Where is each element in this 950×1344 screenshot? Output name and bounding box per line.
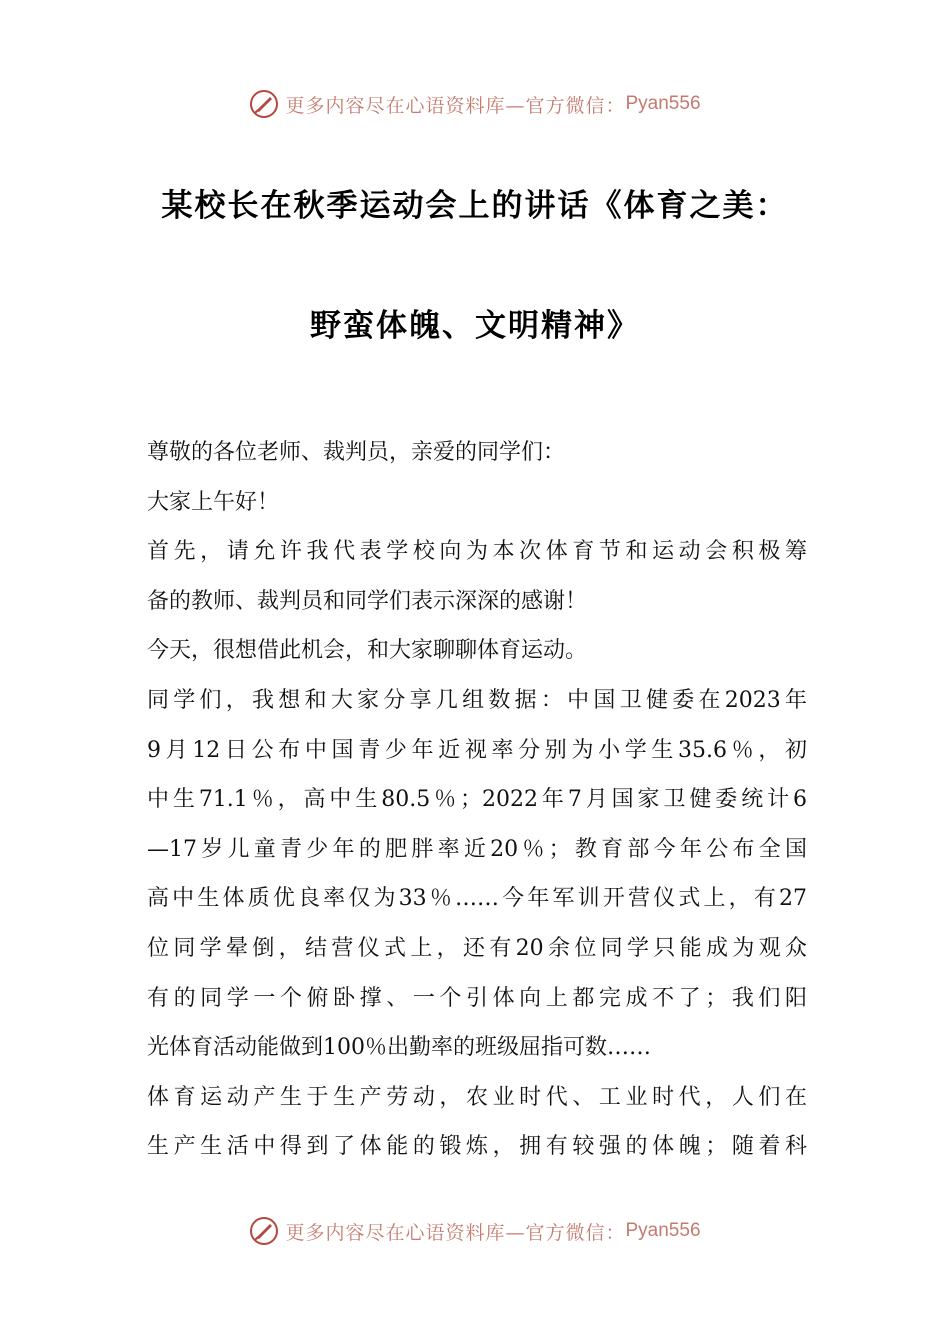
quill-logo-icon [249,89,279,119]
document-body [147,428,807,1172]
body-line: 今天，很想借此机会，和大家聊聊体育运动。 [147,638,588,664]
body-line: 体育运动产生于生产劳动，农业时代、工业时代，人们在 [147,1084,807,1110]
document-title-line-2: 野蛮体魄、文明精神》 [310,308,640,344]
watermark-text: 更多内容尽在心语资料库—官方微信： [285,1221,626,1244]
document-title-line-1: 某校长在秋季运动会上的讲话《体育之美： [161,188,789,224]
body-line: 有的同学一个俯卧撑、一个引体向上都完成不了；我们阳 [147,985,807,1011]
body-line: 首先，请允许我代表学校向为本次体育节和运动会积极筹 [147,539,807,565]
watermark-id: Pyan556 [625,1220,701,1241]
body-line: 中生71.1％，高中生80.5％；2022年7月国家卫健委统计6 [147,787,807,813]
quill-logo-icon [249,1216,279,1246]
footer-watermark [0,1211,950,1251]
body-line: 9月12日公布中国青少年近视率分别为小学生35.6％，初 [147,737,807,763]
body-line: 大家上午好！ [147,489,280,515]
watermark-id: Pyan556 [625,93,701,114]
body-line: 备的教师、裁判员和同学们表示深深的感谢！ [147,588,588,614]
body-line: 光体育活动能做到100％出勤率的班级屈指可数…… [147,1035,651,1061]
body-line: 生产生活中得到了体能的锻炼，拥有较强的体魄；随着科 [147,1134,807,1160]
watermark-text: 更多内容尽在心语资料库—官方微信： [285,94,626,117]
body-line: 高中生体质优良率仅为33％……今年军训开营仪式上，有27 [147,886,807,912]
body-line: 尊敬的各位老师、裁判员，亲爱的同学们： [147,440,566,465]
body-line: —17岁儿童青少年的肥胖率近20％；教育部今年公布全国 [147,836,807,862]
body-line: 位同学晕倒，结营仪式上，还有20余位同学只能成为观众 [147,935,807,961]
body-line: 同学们，我想和大家分享几组数据：中国卫健委在2023年 [147,687,807,713]
header-watermark [0,84,950,124]
